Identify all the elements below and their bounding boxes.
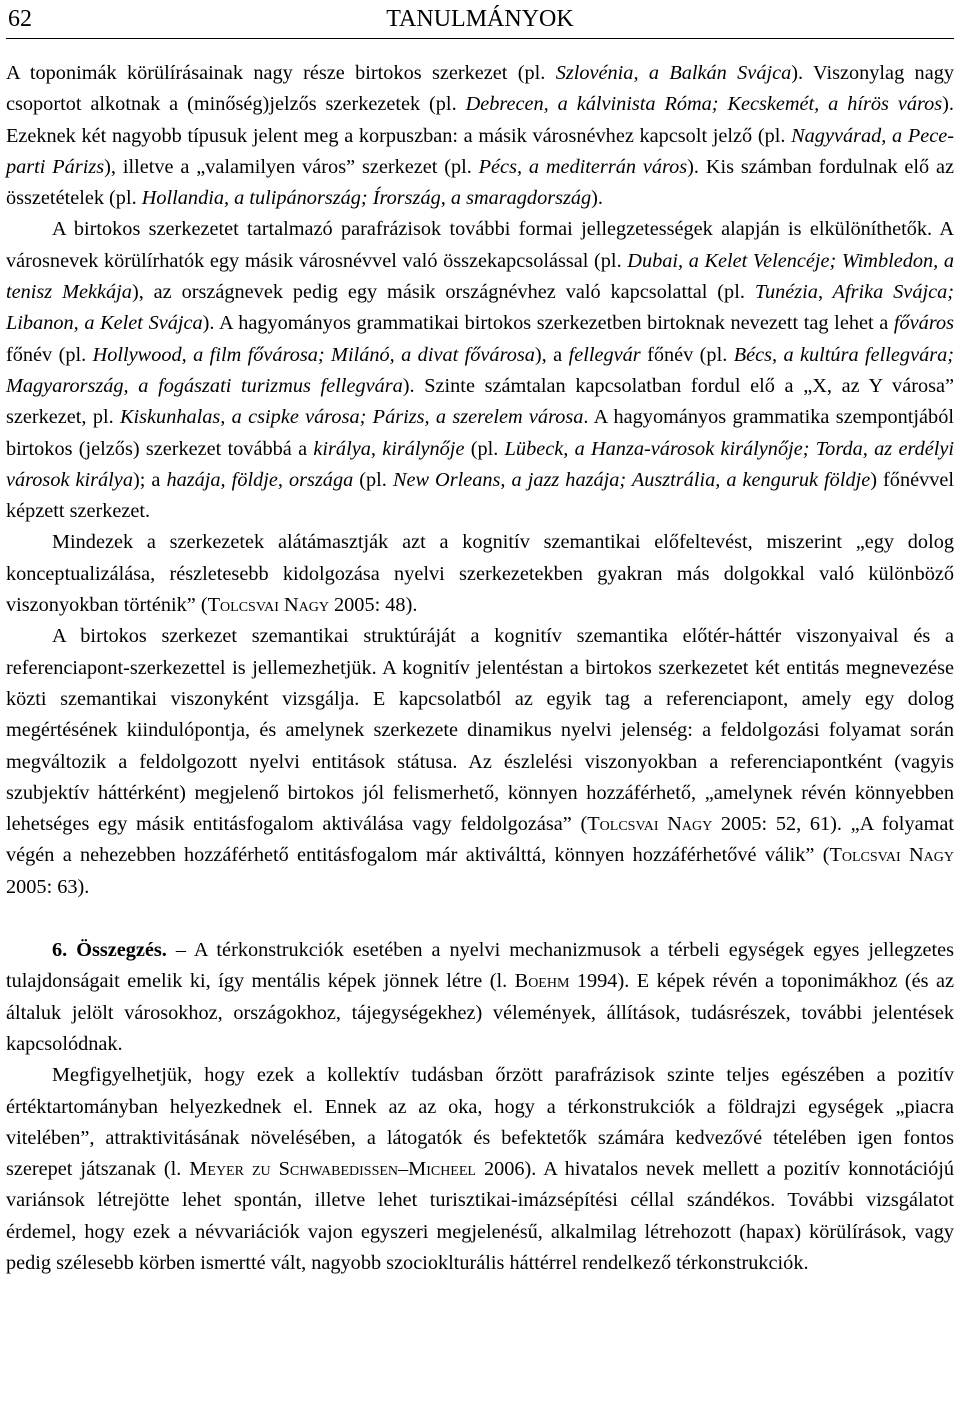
text-run: 1994). E képek révén a toponimákhoz (és az általuk jelölt városokhoz, országokhoz, tájegységekhez) vélemények, állítások, tudásrészek, további jelentések kapcsolódnak. <box>6 970 954 1055</box>
text-run: ), a <box>534 343 569 366</box>
text-run: (pl. <box>464 437 505 460</box>
author-citation: Boehm <box>514 970 570 993</box>
text-run: (pl. <box>353 468 393 491</box>
section-paragraph <box>6 935 954 1060</box>
text-run: 2005: 52, 61). „A folyamat végén a nehezebben hozzáférhető entitásfogalom már aktiválttá, könnyen hozzáférhetővé válik” ( <box>6 813 954 867</box>
italic-example: Lübeck, a Hanza-városok királynője; Torda, az erdélyi városok királya <box>6 437 954 491</box>
paragraph <box>6 621 954 903</box>
text-run: Mindezek a szerkezetek alátámasztják azt a kognitív szemantikai előfeltevést, miszerint „egy dolog konceptualizálása, részletesebb kidolgozása nyelvi szerkezetekben gyakran más dolgokkal való különböző viszonyokban történik” ( <box>6 531 954 617</box>
text-run: A birtokos szerkezet szemantikai struktúráját a kognitív szemantika előtér-háttér viszonyaival és a referenciapont-szerkezettel is jellemezhetjük. A kognitív jelentéstan a birtokos szerkezetet két entitás megnevezése közti szemantikai viszonyként vizsgálja. E kapcsolatból az egyik tag a referenciapont, amely egy dolog megértésének kiindulópontja, és amelynek szerkezete dinamikus nyelvi jelenség: a feldolgozási folyamat során megváltozik a feldolgozott nyelvi entitások státusa. Az észlelési viszonyokban a referenciapontként (vagyis szubjektív háttérként) megjelenő birtokos jól felismerhető, könnyen hozzáférhető, „amelynek révén könnyebben lehetséges egy másik entitásfogalom aktiválása vagy feldolgozása” ( <box>6 625 954 836</box>
italic-example: fellegvár <box>568 343 641 366</box>
paragraph <box>6 527 954 621</box>
text-run: 2005: 48). <box>328 594 418 617</box>
italic-example: Pécs, a mediterrán város <box>478 155 688 178</box>
paragraph <box>6 58 954 214</box>
text-run: főnév (pl. <box>640 343 734 366</box>
text-run: ). Kis számban fordulnak elő az összetételek (pl. <box>6 155 955 210</box>
section-title: TANULMÁNYOK <box>386 6 574 32</box>
author-citation: Tolcsvai Nagy <box>829 844 954 867</box>
page-number: 62 <box>8 6 32 32</box>
italic-example: Dubai, a Kelet Velencéje; Wimbledon, a tenisz Mekkája <box>6 249 954 304</box>
italic-example: Tunézia, Afrika Svájca; Libanon, a Kelet Svájca <box>6 281 954 335</box>
text-run: ). Szinte számtalan kapcsolatban fordul elő a „X, az Y városa” szerkezet, pl. <box>6 374 954 429</box>
body-text <box>6 58 954 1279</box>
text-run: A toponimák körülírásainak nagy része birtokos szerkezet (pl. <box>6 62 556 84</box>
text-run: ). A hagyományos grammatikai birtokos szerkezetben birtoknak nevezett tag lehet a <box>202 312 894 335</box>
text-run: 2006). A hivatalos nevek mellett a pozitív konnotációjú variánsok létrejötte lehet spontán, illetve lehet turisztikai-imázsépítési céllal szándékos. További vizsgálatot érdemel, hogy ezek a névvariációk vajon egyszeri megjelenésű, alkalmilag létrehozott (hapax) körülírások, vagy pedig szélesebb körben ismertté vált, nagyobb szocioklturális háttérrel rendelkező térkonstrukciók. <box>6 1158 954 1274</box>
italic-example: Nagyvárad, a Pece-parti Párizs <box>6 124 954 178</box>
text-run: – A térkonstrukciók esetében a nyelvi mechanizmusok a térbeli egységek egyes jellegzetes tulajdonságait emelik ki, így mentális képek jönnek létre (l. <box>6 939 955 993</box>
text-run: 2005: 63). <box>6 875 90 898</box>
italic-example: főváros <box>893 312 954 335</box>
italic-example: Kiskunhalas, a csipke városa; Párizs, a szerelem városa <box>120 406 584 429</box>
author-citation: Tolcsvai Nagy <box>207 594 329 617</box>
italic-example: Hollywood, a film fővárosa; Milánó, a divat fővárosa <box>92 343 535 366</box>
text-run: ). <box>591 187 603 210</box>
italic-example: királya, királynője <box>313 437 465 460</box>
text-run: A birtokos szerkezetet tartalmazó parafrázisok további formai jellegzetességek alapján is elkülöníthetők. A városnevek körülírhatók egy másik városnévvel való összekapcsolással (pl. <box>6 218 954 272</box>
paragraph <box>6 1060 954 1279</box>
paragraph <box>6 214 954 527</box>
text-run: . A hagyományos grammatika szempontjából birtokos (jelzős) szerkezet továbbá a <box>6 406 954 460</box>
italic-example: Szlovénia, a Balkán Svájca <box>555 62 792 84</box>
text-run: ), az országnevek pedig egy másik országnévhez való kapcsolattal (pl. <box>131 281 755 304</box>
text-run: főnév (pl. <box>6 343 93 366</box>
text-run: Megfigyelhetjük, hogy ezek a kollektív tudásban őrzött parafrázisok szinte teljes egészében a pozitív értéktartományban helyezkednek el. Ennek az az oka, hogy a térkonstrukciók a földrajzi egységek „piacra vitelében”, attraktivitásának növelésében, a látogatók és befektetők számára kedvezővé tételében igen fontos szerepet játszanak (l. <box>6 1064 954 1181</box>
text-run: ). Viszonylag nagy csoportot alkotnak a (minőség)jelzős szerkezetek (pl. <box>6 62 954 116</box>
text-run: ). Ezeknek két nagyobb típusuk jelent meg a korpuszban: a másik városnévhez kapcsolt jelző (pl. <box>6 93 954 147</box>
italic-example: Bécs, a kultúra fellegvára; Magyarország, a fogászati turizmus fellegvára <box>6 343 955 397</box>
italic-example: hazája, földje, országa <box>166 468 354 491</box>
italic-example: Debrecen, a kálvinista Róma; Kecskemét, a hírös város <box>465 93 943 116</box>
author-citation: Tolcsvai Nagy <box>587 813 713 836</box>
section-heading: 6. Összegzés. <box>52 939 167 962</box>
text-run: ); a <box>132 468 167 491</box>
author-citation: Meyer zu Schwabedissen–Micheel <box>189 1158 476 1181</box>
running-header <box>6 6 954 39</box>
italic-example: Hollandia, a tulipánország; Írország, a smaragdország <box>141 187 592 210</box>
text-run: ), illetve a „valamilyen város” szerkezet (pl. <box>104 155 479 178</box>
italic-example: New Orleans, a jazz hazája; Ausztrália, a kenguruk földje <box>392 468 871 491</box>
text-run: ) főnévvel képzett szerkezet. <box>6 468 955 523</box>
